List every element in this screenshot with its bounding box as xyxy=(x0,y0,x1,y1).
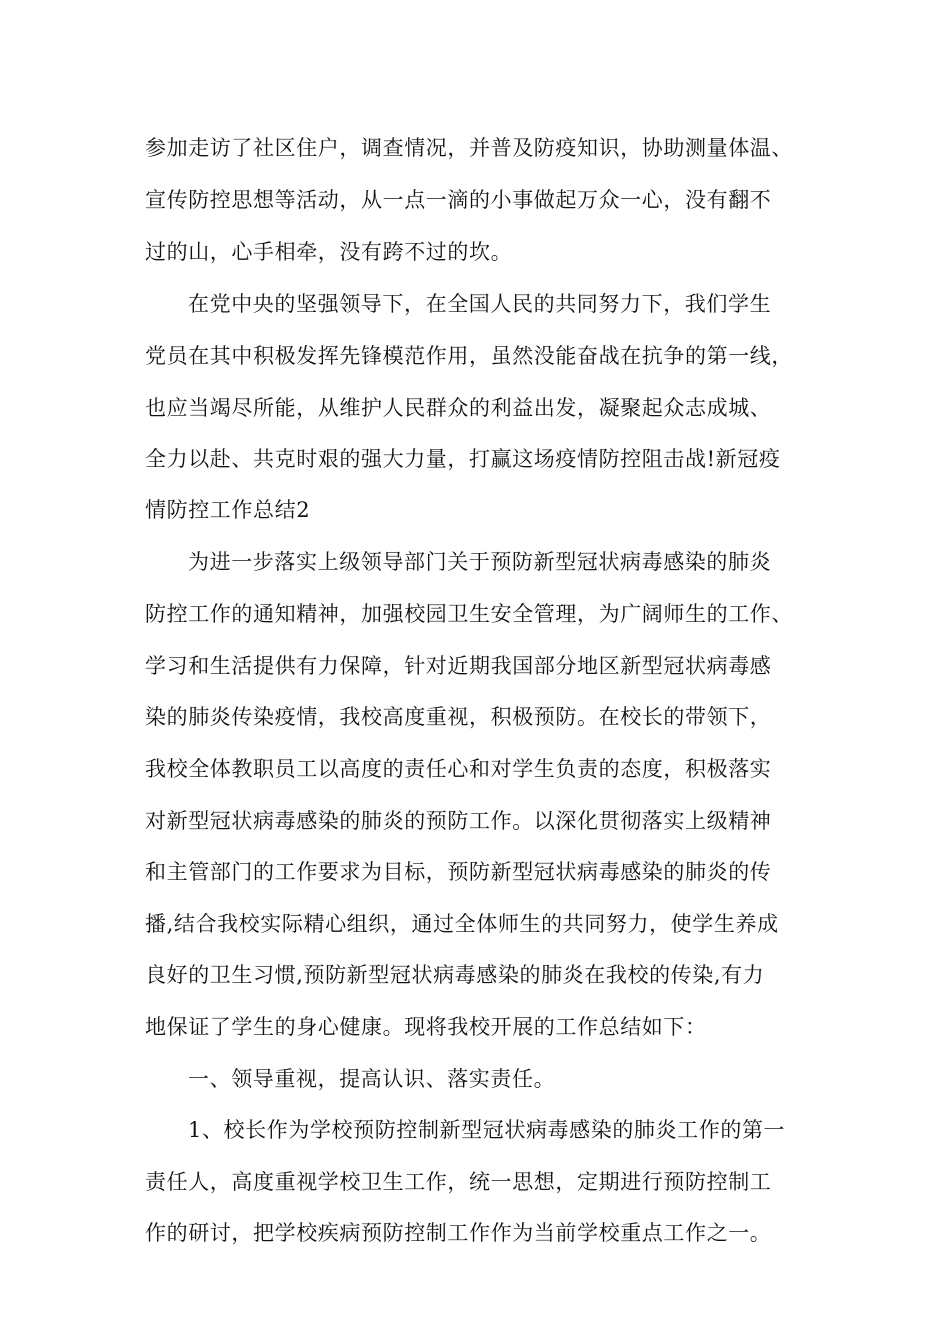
text-line: 过的山，心手相牵，没有跨不过的坎。 xyxy=(145,240,513,264)
text-line: 我校全体教职员工以高度的责任心和对学生负责的态度，积极落实 xyxy=(145,757,772,781)
text-line: 和主管部门的工作要求为目标，预防新型冠状病毒感染的肺炎的传 xyxy=(145,860,772,884)
text-line: 良好的卫生习惯,预防新型冠状病毒感染的肺炎在我校的传染,有力 xyxy=(145,963,765,987)
text-line: 党员在其中积极发挥先锋模范作用，虽然没能奋战在抗争的第一线， xyxy=(145,344,793,368)
paragraph-first-line: 为进一步落实上级领导部门关于预防新型冠状病毒感染的肺炎 xyxy=(188,550,772,574)
text-line: 作的研讨，把学校疾病预防控制工作作为当前学校重点工作之一。 xyxy=(145,1221,772,1245)
text-line: 也应当竭尽所能，从维护人民群众的利益出发，凝聚起众志成城、 xyxy=(145,396,772,420)
text-line: 染的肺炎传染疫情，我校高度重视，积极预防。在校长的带领下， xyxy=(145,705,772,729)
paragraph-first-line: 1、校长作为学校预防控制新型冠状病毒感染的肺炎工作的第一 xyxy=(188,1118,786,1142)
section-heading: 一、领导重视，提高认识、落实责任。 xyxy=(188,1067,556,1091)
text-line: 播,结合我校实际精心组织，通过全体师生的共同努力，使学生养成 xyxy=(145,912,779,936)
text-line: 参加走访了社区住户，调查情况，并普及防疫知识，协助测量体温、 xyxy=(145,136,793,160)
text-line: 全力以赴、共克时艰的强大力量，打赢这场疫情防控阻击战!新冠疫 xyxy=(145,447,781,471)
text-line: 学习和生活提供有力保障，针对近期我国部分地区新型冠状病毒感 xyxy=(145,654,772,678)
paragraph-first-line: 在党中央的坚强领导下，在全国人民的共同努力下，我们学生 xyxy=(188,292,772,316)
text-line: 对新型冠状病毒感染的肺炎的预防工作。以深化贯彻落实上级精神 xyxy=(145,809,772,833)
text-line: 宣传防控思想等活动，从一点一滴的小事做起万众一心，没有翻不 xyxy=(145,188,772,212)
text-line: 地保证了学生的身心健康。现将我校开展的工作总结如下： xyxy=(145,1015,707,1039)
text-line: 责任人，高度重视学校卫生工作，统一思想，定期进行预防控制工 xyxy=(145,1170,772,1194)
text-line: 情防控工作总结2 xyxy=(145,498,311,522)
text-line: 防控工作的通知精神，加强校园卫生安全管理，为广阔师生的工作、 xyxy=(145,602,793,626)
